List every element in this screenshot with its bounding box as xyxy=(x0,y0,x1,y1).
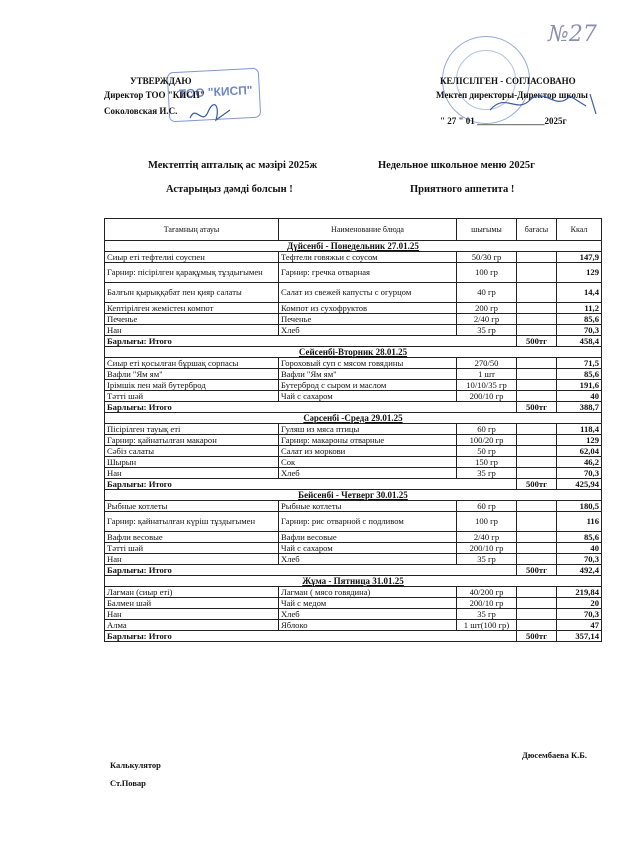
day-heading-row xyxy=(105,413,602,424)
dish-price xyxy=(517,314,557,325)
dish-price xyxy=(517,391,557,402)
total-price: 500тг xyxy=(517,479,557,490)
dish-name-ru: Тефтели говяжьи с соусом xyxy=(279,252,457,263)
title-kz: Мектептің апталық ас мәзірі 2025ж xyxy=(148,160,318,171)
footer-chef: Ст.Повар xyxy=(110,778,146,788)
dish-price xyxy=(517,380,557,391)
dish-output: 150 гр xyxy=(457,457,517,468)
dish-kcal: 70,3 xyxy=(557,609,602,620)
dish-price xyxy=(517,501,557,512)
dish-price xyxy=(517,325,557,336)
dish-name-kz: Вафли "Ям ям" xyxy=(105,369,279,380)
dish-name-kz: Балмен шәй xyxy=(105,598,279,609)
dish-kcal: 116 xyxy=(557,512,602,532)
dish-name-kz: Нан xyxy=(105,468,279,479)
day-heading-row xyxy=(105,490,602,501)
table-row xyxy=(105,554,602,565)
dish-price xyxy=(517,543,557,554)
total-label: Барлығы: Итого xyxy=(105,631,517,642)
dish-name-kz: Тәтті шәй xyxy=(105,391,279,402)
dish-output: 1 шт(100 гр) xyxy=(457,620,517,631)
dish-output: 60 гр xyxy=(457,424,517,435)
dish-price xyxy=(517,424,557,435)
table-row xyxy=(105,314,602,325)
dish-price xyxy=(517,512,557,532)
dish-output: 200/10 гр xyxy=(457,543,517,554)
col-header-kz: Тағамның атауы xyxy=(105,219,279,241)
dish-kcal: 118,4 xyxy=(557,424,602,435)
total-price: 500тг xyxy=(517,631,557,642)
table-row xyxy=(105,325,602,336)
dish-output: 100/20 гр xyxy=(457,435,517,446)
dish-output: 35 гр xyxy=(457,325,517,336)
table-row xyxy=(105,609,602,620)
dish-kcal: 180,5 xyxy=(557,501,602,512)
dish-name-ru: Хлеб xyxy=(279,325,457,336)
dish-name-kz: Балғын қырыққабат пен қияр салаты xyxy=(105,283,279,303)
dish-name-ru: Салат из свежей капусты с огурцом xyxy=(279,283,457,303)
dish-name-kz: Алма xyxy=(105,620,279,631)
total-price: 500тг xyxy=(517,565,557,576)
table-row xyxy=(105,457,602,468)
dish-name-kz: Нан xyxy=(105,609,279,620)
dish-kcal: 129 xyxy=(557,263,602,283)
dish-name-kz: Нан xyxy=(105,554,279,565)
table-row xyxy=(105,620,602,631)
dish-output: 200/10 гр xyxy=(457,598,517,609)
dish-name-kz: Сиыр еті тефтелиі соуспен xyxy=(105,252,279,263)
dish-output: 100 гр xyxy=(457,263,517,283)
table-row xyxy=(105,468,602,479)
dish-name-ru: Компот из сухофруктов xyxy=(279,303,457,314)
dish-price xyxy=(517,303,557,314)
total-label: Барлығы: Итого xyxy=(105,336,517,347)
dish-name-ru: Лагман ( мясо говядина) xyxy=(279,587,457,598)
col-header-output: шығымы xyxy=(457,219,517,241)
approve-left-line1: Директор ТОО "КИСП" xyxy=(104,90,205,100)
dish-price xyxy=(517,532,557,543)
dish-name-kz: Гарнир: пісірілген қарақұмық тұздығымен xyxy=(105,263,279,283)
table-row xyxy=(105,303,602,314)
director-signature xyxy=(186,100,236,130)
dish-price xyxy=(517,554,557,565)
table-row xyxy=(105,532,602,543)
table-row xyxy=(105,283,602,303)
dish-output: 10/10/35 гр xyxy=(457,380,517,391)
dish-price xyxy=(517,609,557,620)
table-row xyxy=(105,446,602,457)
dish-output: 1 шт xyxy=(457,369,517,380)
table-row xyxy=(105,501,602,512)
dish-name-ru: Чай с медом xyxy=(279,598,457,609)
total-kcal: 492,4 xyxy=(557,565,602,576)
dish-price xyxy=(517,283,557,303)
dish-name-ru: Бутерброд с сыром и маслом xyxy=(279,380,457,391)
dish-kcal: 129 xyxy=(557,435,602,446)
weekly-menu-table xyxy=(104,218,602,642)
dish-price xyxy=(517,587,557,598)
table-row xyxy=(105,512,602,532)
dish-name-kz: Ірімшік пен май бутерброд xyxy=(105,380,279,391)
dish-kcal: 147,9 xyxy=(557,252,602,263)
dish-name-kz: Кептірілген жемістен компот xyxy=(105,303,279,314)
total-label: Барлығы: Итого xyxy=(105,402,517,413)
dish-price xyxy=(517,435,557,446)
total-row xyxy=(105,479,602,490)
dish-output: 50/30 гр xyxy=(457,252,517,263)
table-row xyxy=(105,263,602,283)
dish-kcal: 191,6 xyxy=(557,380,602,391)
day-heading: Жұма - Пятница 31.01.25 xyxy=(105,576,602,587)
total-row xyxy=(105,336,602,347)
dish-name-ru: Гарнир: рис отварной с подливом xyxy=(279,512,457,532)
dish-price xyxy=(517,252,557,263)
dish-name-ru: Гарнир: макароны отварные xyxy=(279,435,457,446)
table-row xyxy=(105,543,602,554)
dish-kcal: 11,2 xyxy=(557,303,602,314)
dish-price xyxy=(517,358,557,369)
dish-output: 100 гр xyxy=(457,512,517,532)
dish-output: 200/10 гр xyxy=(457,391,517,402)
dish-kcal: 62,04 xyxy=(557,446,602,457)
day-heading: Дүйсенбі - Понедельник 27.01.25 xyxy=(105,241,602,252)
dish-kcal: 219,84 xyxy=(557,587,602,598)
total-kcal: 458,4 xyxy=(557,336,602,347)
dish-name-ru: Вафли весовые xyxy=(279,532,457,543)
day-heading-row xyxy=(105,576,602,587)
dish-price xyxy=(517,446,557,457)
dish-output: 200 гр xyxy=(457,303,517,314)
dish-kcal: 71,5 xyxy=(557,358,602,369)
dish-output: 270/50 xyxy=(457,358,517,369)
table-row xyxy=(105,369,602,380)
dish-output: 50 гр xyxy=(457,446,517,457)
total-price: 500тг xyxy=(517,336,557,347)
dish-name-kz: Сиыр еті қосылған бұршақ сорпасы xyxy=(105,358,279,369)
approve-right-line1: Мектеп директоры-Директор школы xyxy=(436,90,588,100)
dish-name-ru: Вафли "Ям ям" xyxy=(279,369,457,380)
table-row xyxy=(105,380,602,391)
day-heading: Сейсенбі-Вторник 28.01.25 xyxy=(105,347,602,358)
table-row xyxy=(105,391,602,402)
total-row xyxy=(105,631,602,642)
dish-name-ru: Чай с сахаром xyxy=(279,543,457,554)
day-heading-row xyxy=(105,241,602,252)
dish-name-ru: Рыбные котлеты xyxy=(279,501,457,512)
dish-kcal: 70,3 xyxy=(557,325,602,336)
dish-kcal: 70,3 xyxy=(557,554,602,565)
dish-name-kz: Рыбные котлеты xyxy=(105,501,279,512)
wish-ru: Приятного аппетита ! xyxy=(410,184,515,195)
dish-output: 2/40 гр xyxy=(457,532,517,543)
approve-left-title: УТВЕРЖДАЮ xyxy=(130,76,192,86)
table-row xyxy=(105,435,602,446)
dish-price xyxy=(517,457,557,468)
table-header-row xyxy=(105,219,602,241)
dish-name-ru: Хлеб xyxy=(279,609,457,620)
dish-name-ru: Гарнир: гречка отварная xyxy=(279,263,457,283)
footer-signer: Дюсембаева К.Б. xyxy=(522,750,588,760)
dish-output: 35 гр xyxy=(457,609,517,620)
dish-kcal: 85,6 xyxy=(557,314,602,325)
principal-signature xyxy=(486,90,606,118)
dish-kcal: 85,6 xyxy=(557,532,602,543)
dish-price xyxy=(517,263,557,283)
dish-name-kz: Шырын xyxy=(105,457,279,468)
title-ru: Недельное школьное меню 2025г xyxy=(378,160,535,171)
dish-name-kz: Вафли весовые xyxy=(105,532,279,543)
dish-name-ru: Сок xyxy=(279,457,457,468)
dish-name-ru: Хлеб xyxy=(279,554,457,565)
dish-output: 2/40 гр xyxy=(457,314,517,325)
dish-name-kz: Сәбіз салаты xyxy=(105,446,279,457)
page-number: №27 xyxy=(548,22,597,47)
day-heading: Бейсенбі - Четверг 30.01.25 xyxy=(105,490,602,501)
dish-output: 35 гр xyxy=(457,554,517,565)
table-row xyxy=(105,424,602,435)
dish-name-ru: Чай с сахаром xyxy=(279,391,457,402)
dish-output: 40 гр xyxy=(457,283,517,303)
total-label: Барлығы: Итого xyxy=(105,565,517,576)
dish-name-ru: Яблоко xyxy=(279,620,457,631)
total-label: Барлығы: Итого xyxy=(105,479,517,490)
dish-kcal: 47 xyxy=(557,620,602,631)
table-row xyxy=(105,358,602,369)
dish-kcal: 14,4 xyxy=(557,283,602,303)
total-kcal: 357,14 xyxy=(557,631,602,642)
dish-kcal: 85,6 xyxy=(557,369,602,380)
dish-output: 35 гр xyxy=(457,468,517,479)
dish-name-ru: Гороховый суп с мясом говядины xyxy=(279,358,457,369)
total-kcal: 425,94 xyxy=(557,479,602,490)
dish-kcal: 20 xyxy=(557,598,602,609)
total-row xyxy=(105,402,602,413)
dish-name-kz: Лағман (сиыр еті) xyxy=(105,587,279,598)
table-row xyxy=(105,252,602,263)
dish-output: 40/200 гр xyxy=(457,587,517,598)
dish-name-kz: Гарнир: қайнатылған макарон xyxy=(105,435,279,446)
dish-output: 60 гр xyxy=(457,501,517,512)
dish-name-kz: Нан xyxy=(105,325,279,336)
col-header-price: бағасы xyxy=(517,219,557,241)
day-heading-row xyxy=(105,347,602,358)
dish-name-ru: Печенье xyxy=(279,314,457,325)
footer-calculator: Калькулятор xyxy=(110,760,161,770)
approve-right-title: КЕЛІСІЛГЕН - СОГЛАСОВАНО xyxy=(440,76,576,86)
dish-kcal: 40 xyxy=(557,543,602,554)
dish-kcal: 46,2 xyxy=(557,457,602,468)
approve-right-date: " 27 " 01 _______________2025г xyxy=(440,116,567,126)
table-row xyxy=(105,598,602,609)
dish-name-kz: Печенье xyxy=(105,314,279,325)
col-header-ru: Наименование блюда xyxy=(279,219,457,241)
approve-left-line2: Соколовская И.С. xyxy=(104,106,178,116)
table-row xyxy=(105,587,602,598)
dish-name-ru: Хлеб xyxy=(279,468,457,479)
dish-name-kz: Гарнир: қайнатылған күріш тұздығымен xyxy=(105,512,279,532)
dish-kcal: 40 xyxy=(557,391,602,402)
dish-price xyxy=(517,369,557,380)
dish-price xyxy=(517,468,557,479)
total-price: 500тг xyxy=(517,402,557,413)
dish-name-kz: Тәтті шәй xyxy=(105,543,279,554)
dish-name-ru: Салат из моркови xyxy=(279,446,457,457)
dish-price xyxy=(517,598,557,609)
total-kcal: 388,7 xyxy=(557,402,602,413)
dish-name-ru: Гуляш из мяса птицы xyxy=(279,424,457,435)
stamp-label: ТОО "КИСП" xyxy=(178,82,253,101)
day-heading: Сәрсенбі -Среда 29.01.25 xyxy=(105,413,602,424)
total-row xyxy=(105,565,602,576)
dish-name-kz: Пісірілген тауық еті xyxy=(105,424,279,435)
dish-price xyxy=(517,620,557,631)
dish-kcal: 70,3 xyxy=(557,468,602,479)
col-header-kcal: Ккал xyxy=(557,219,602,241)
wish-kz: Астарыңыз дәмді болсын ! xyxy=(166,184,293,195)
